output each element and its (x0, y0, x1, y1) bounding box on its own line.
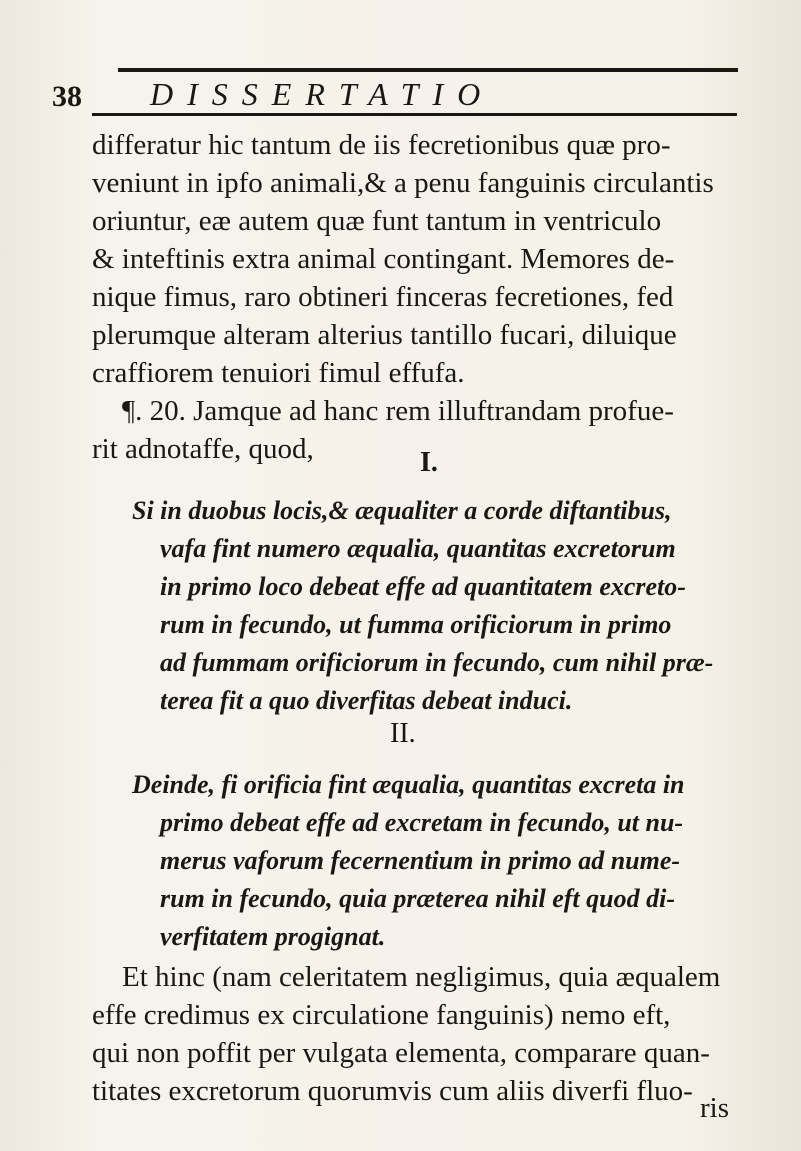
proposition-i (132, 492, 713, 720)
closing-paragraph (92, 958, 752, 1110)
proposition-line: vafa fint numero æqualia, quantitas excretorum (160, 534, 676, 563)
text-line: nique fimus, raro obtineri finceras fecretiones, fed (92, 281, 674, 313)
proposition-line: rum in fecundo, ut fumma orificiorum in primo (160, 610, 672, 639)
header-bottom-rule (92, 113, 737, 116)
text-line: craffiorem tenuiori fimul effufa. (92, 357, 465, 389)
text-line: Et hinc (nam celeritatem negligimus, quia æqualem (122, 961, 721, 993)
page-number: 38 (52, 80, 82, 113)
proposition-ii (132, 766, 685, 956)
text-line: rit adnotaffe, quod, (92, 433, 314, 465)
text-line: titates excretorum quorumvis cum aliis diverfi fluo- (92, 1075, 693, 1107)
header-top-rule (118, 68, 738, 72)
proposition-numeral-ii: II. (390, 718, 416, 749)
proposition-line: merus vaforum fecernentium in primo ad nume- (160, 846, 681, 875)
proposition-line: rum in fecundo, quia præterea nihil eft quod di- (160, 884, 675, 913)
text-line: oriuntur, eæ autem quæ funt tantum in ventriculo (92, 205, 662, 237)
proposition-line: verfitatem progignat. (160, 922, 386, 951)
proposition-line: terea fit a quo diverfitas debeat induci. (160, 686, 573, 715)
text-line: ¶. 20. Jamque ad hanc rem illuftrandam profue- (122, 395, 674, 427)
proposition-line: ad fummam orificiorum in fecundo, cum nihil præ- (160, 648, 714, 677)
proposition-line: Si in duobus locis,& æqualiter a corde diftantibus, (132, 496, 672, 525)
running-head: DISSERTATIO (150, 76, 495, 112)
proposition-line: Deinde, fi orificia fint æqualia, quantitas excreta in (132, 770, 685, 799)
text-line: plerumque alteram alterius tantillo fucari, diluique (92, 319, 677, 351)
proposition-line: in primo loco debeat effe ad quantitatem excreto- (160, 572, 686, 601)
text-line: qui non poffit per vulgata elementa, comparare quan- (92, 1037, 710, 1069)
catchword: ris (700, 1092, 729, 1124)
text-line: veniunt in ipfo animali,& a penu fanguinis circulantis (92, 167, 714, 199)
body-paragraph (92, 126, 752, 468)
text-line: differatur hic tantum de iis fecretionibus quæ pro- (92, 129, 671, 161)
proposition-numeral-i: I. (420, 447, 438, 478)
text-line: & inteftinis extra animal contingant. Memores de- (92, 243, 675, 275)
proposition-line: primo debeat effe ad excretam in fecundo, ut nu- (160, 808, 684, 837)
text-line: effe credimus ex circulatione fanguinis) nemo eft, (92, 999, 671, 1031)
